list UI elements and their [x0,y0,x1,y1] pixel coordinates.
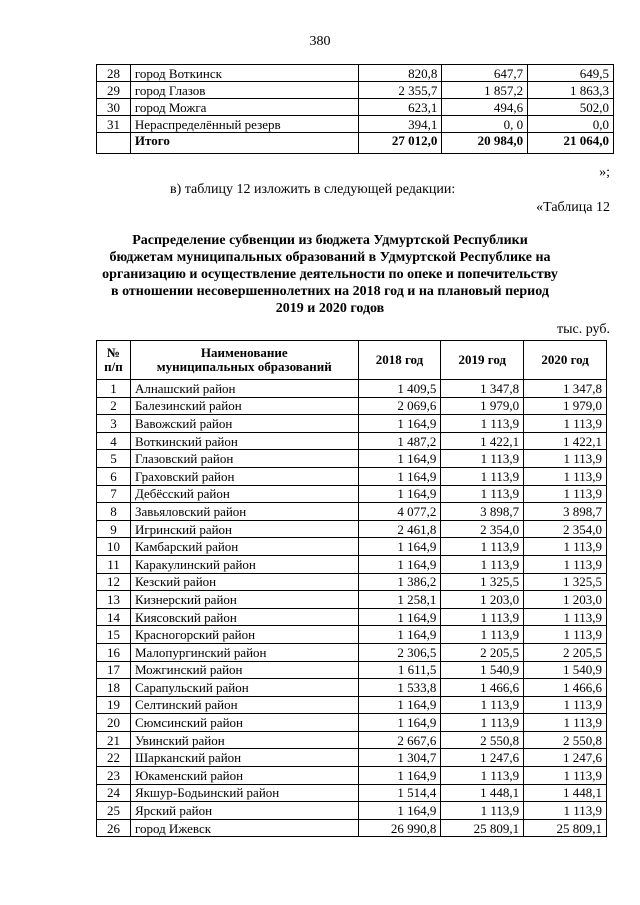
table-row [97,503,607,521]
table-row [97,749,607,767]
table-row [97,643,607,661]
row-value-2018: 1 164,9 [358,415,441,433]
table-row [97,99,614,116]
row-number: 7 [97,485,131,503]
table-row [97,116,614,133]
table-row [97,432,607,450]
row-value-2020: 1 113,9 [524,538,607,556]
row-number: 30 [97,99,131,116]
table-row [97,784,607,802]
row-value-2019: 3 898,7 [441,503,524,521]
row-name: Воткинский район [130,432,358,450]
page-number: 380 [309,34,331,49]
row-number: 9 [97,520,131,538]
row-value-2020: 1 113,9 [524,626,607,644]
table-row [97,573,607,591]
row-name: Глазовский район [130,450,358,468]
row-value-2018: 1 487,2 [358,432,441,450]
row-number: 10 [97,538,131,556]
row-name: Камбарский район [130,538,358,556]
row-value-2019: 1 325,5 [441,573,524,591]
row-value-2019: 1 466,6 [441,679,524,697]
row-value-2020: 1 113,9 [524,555,607,573]
row-value-2018: 1 164,9 [358,467,441,485]
row-number: 22 [97,749,131,767]
row-value-2018: 1 304,7 [358,749,441,767]
row-value-2020: 1 113,9 [524,450,607,468]
row-value-2020: 1 113,9 [524,608,607,626]
row-value-2019: 1 857,2 [442,82,528,99]
row-value-2019: 1 113,9 [441,626,524,644]
row-number: 14 [97,608,131,626]
row-number: 20 [97,714,131,732]
row-value-2018: 1 409,5 [358,380,441,398]
row-value-2018: 1 164,9 [358,696,441,714]
row-value-2020: 1 113,9 [524,714,607,732]
row-value-2020: 1 325,5 [524,573,607,591]
row-value-2018: 1 258,1 [358,591,441,609]
table-row [97,679,607,697]
row-number: 3 [97,415,131,433]
row-value-2018: 1 164,9 [358,555,441,573]
subvention-table [96,340,607,837]
table-row [97,520,607,538]
row-value-2018: 623,1 [358,99,442,116]
total-2020: 21 064,0 [528,133,614,154]
row-value-2019: 2 354,0 [441,520,524,538]
row-name: Кезский район [130,573,358,591]
table-row [97,538,607,556]
row-value-2018: 394,1 [358,116,442,133]
row-value-2018: 2 306,5 [358,643,441,661]
row-name: Юкаменский район [130,767,358,785]
total-2019: 20 984,0 [442,133,528,154]
row-number: 11 [97,555,131,573]
header-name [130,341,358,380]
row-value-2018: 1 533,8 [358,679,441,697]
table-row [97,731,607,749]
row-name: Ярский район [130,802,358,820]
row-value-2018: 2 667,6 [358,731,441,749]
row-value-2019: 1 448,1 [441,784,524,802]
header-2020: 2020 год [524,341,607,380]
row-value-2019: 1 113,9 [441,608,524,626]
row-number: 5 [97,450,131,468]
row-value-2019: 1 422,1 [441,432,524,450]
header-num [97,341,131,380]
table-row [97,380,607,398]
row-number: 31 [97,116,131,133]
table-row [97,608,607,626]
row-number: 17 [97,661,131,679]
row-value-2019: 1 113,9 [441,802,524,820]
row-number: 21 [97,731,131,749]
row-value-2019: 1 113,9 [441,696,524,714]
row-value-2019: 25 809,1 [441,819,524,837]
row-value-2018: 1 164,9 [358,626,441,644]
row-value-2018: 1 164,9 [358,802,441,820]
row-value-2018: 1 164,9 [358,714,441,732]
row-name: Киясовский район [130,608,358,626]
row-value-2018: 2 355,7 [358,82,442,99]
row-number: 2 [97,397,131,415]
row-value-2019: 1 113,9 [441,467,524,485]
row-value-2018: 1 386,2 [358,573,441,591]
row-value-2020: 1 863,3 [528,82,614,99]
units-label: тыс. руб. [557,322,610,337]
row-number: 29 [97,82,131,99]
row-name: Малопургинский район [130,643,358,661]
row-value-2020: 1 448,1 [524,784,607,802]
total-num-cell [97,133,131,154]
heading-line: Распределение субвенции из бюджета Удмуртской Республики [132,233,528,248]
table-row [97,82,614,99]
row-value-2019: 1 203,0 [441,591,524,609]
row-number: 16 [97,643,131,661]
row-value-2020: 1 203,0 [524,591,607,609]
row-name: город Можга [130,99,358,116]
row-value-2020: 502,0 [528,99,614,116]
row-number: 1 [97,380,131,398]
row-value-2020: 1 466,6 [524,679,607,697]
row-name: город Глазов [130,82,358,99]
row-name: Кизнерский район [130,591,358,609]
row-name: Завьяловский район [130,503,358,521]
heading-line: в отношении несовершеннолетних на 2018 год и на плановый период [111,284,549,299]
row-name: Граховский район [130,467,358,485]
row-value-2020: 1 113,9 [524,802,607,820]
row-name: город Ижевск [130,819,358,837]
continuation-table [96,64,614,154]
row-name: Красногорский район [130,626,358,644]
table-row [97,626,607,644]
row-value-2019: 1 347,8 [441,380,524,398]
row-value-2018: 1 164,9 [358,767,441,785]
row-value-2020: 25 809,1 [524,819,607,837]
row-value-2020: 1 540,9 [524,661,607,679]
row-value-2019: 1 113,9 [441,415,524,433]
row-value-2020: 0,0 [528,116,614,133]
row-value-2019: 1 113,9 [441,555,524,573]
row-number: 13 [97,591,131,609]
row-value-2020: 1 113,9 [524,485,607,503]
row-name: Вавожский район [130,415,358,433]
table-row [97,397,607,415]
row-name: Сюмсинский район [130,714,358,732]
row-value-2018: 1 164,9 [358,450,441,468]
row-value-2020: 649,5 [528,65,614,82]
table-row [97,696,607,714]
row-value-2018: 1 164,9 [358,538,441,556]
row-number: 6 [97,467,131,485]
row-value-2020: 3 898,7 [524,503,607,521]
row-value-2018: 26 990,8 [358,819,441,837]
row-name: Балезинский район [130,397,358,415]
table-row [97,485,607,503]
closing-quote: »; [599,165,610,180]
row-value-2019: 1 113,9 [441,538,524,556]
row-value-2019: 0, 0 [442,116,528,133]
row-value-2020: 2 205,5 [524,643,607,661]
row-value-2019: 1 113,9 [441,485,524,503]
table-row [97,467,607,485]
header-num-line1: № [106,345,120,360]
row-value-2019: 1 540,9 [441,661,524,679]
header-name-line2: муниципальных образований [156,359,332,374]
row-value-2018: 2 069,6 [358,397,441,415]
heading-line: бюджетам муниципальных образований в Удмуртской Республике на [109,250,551,265]
header-num-line2: п/п [104,359,123,374]
row-value-2020: 2 354,0 [524,520,607,538]
row-name: Каракулинский район [130,555,358,573]
row-number: 25 [97,802,131,820]
row-value-2019: 2 550,8 [441,731,524,749]
row-name: Сарапульский район [130,679,358,697]
row-value-2019: 1 113,9 [441,714,524,732]
row-value-2019: 1 979,0 [441,397,524,415]
row-value-2020: 1 347,8 [524,380,607,398]
row-value-2018: 820,8 [358,65,442,82]
row-value-2019: 647,7 [442,65,528,82]
row-number: 18 [97,679,131,697]
row-value-2019: 1 113,9 [441,767,524,785]
table-row [97,767,607,785]
row-value-2020: 1 113,9 [524,696,607,714]
row-number: 4 [97,432,131,450]
row-value-2020: 1 113,9 [524,767,607,785]
table-label: «Таблица 12 [536,200,610,215]
row-value-2019: 1 247,6 [441,749,524,767]
total-label: Итого [130,133,358,154]
row-number: 24 [97,784,131,802]
row-value-2020: 1 113,9 [524,467,607,485]
row-name: город Воткинск [130,65,358,82]
row-value-2020: 1 113,9 [524,415,607,433]
table-row [97,450,607,468]
row-value-2019: 1 113,9 [441,450,524,468]
header-2019: 2019 год [441,341,524,380]
row-value-2018: 1 164,9 [358,485,441,503]
table-row [97,714,607,732]
heading-line: организацию и осуществление деятельности по опеке и попечительству [102,267,558,282]
row-value-2020: 2 550,8 [524,731,607,749]
row-value-2020: 1 247,6 [524,749,607,767]
heading-line: 2019 и 2020 годов [275,301,385,316]
row-number: 19 [97,696,131,714]
row-number: 28 [97,65,131,82]
row-number: 26 [97,819,131,837]
row-name: Дебёсский район [130,485,358,503]
row-name: Шарканский район [130,749,358,767]
header-row [97,341,607,380]
row-name: Можгинский район [130,661,358,679]
total-row [97,133,614,154]
table-row [97,802,607,820]
row-name: Нераспределённый резерв [130,116,358,133]
row-value-2018: 4 077,2 [358,503,441,521]
row-name: Игринский район [130,520,358,538]
header-name-line1: Наименование [200,345,288,360]
row-number: 12 [97,573,131,591]
table-row [97,415,607,433]
row-name: Селтинский район [130,696,358,714]
row-value-2020: 1 979,0 [524,397,607,415]
row-number: 23 [97,767,131,785]
header-2018: 2018 год [358,341,441,380]
table-row [97,661,607,679]
row-number: 8 [97,503,131,521]
row-value-2018: 1 164,9 [358,608,441,626]
row-value-2020: 1 422,1 [524,432,607,450]
row-name: Алнашский район [130,380,358,398]
row-value-2018: 2 461,8 [358,520,441,538]
row-value-2019: 494,6 [442,99,528,116]
intro-paragraph: в) таблицу 12 изложить в следующей редакции: [170,182,456,197]
row-value-2018: 1 611,5 [358,661,441,679]
row-value-2018: 1 514,4 [358,784,441,802]
total-2018: 27 012,0 [358,133,442,154]
table-row [97,555,607,573]
table-row [97,65,614,82]
row-name: Якшур-Бодьинский район [130,784,358,802]
table-heading [80,232,580,317]
row-name: Увинский район [130,731,358,749]
table-row [97,591,607,609]
table-row [97,819,607,837]
row-value-2019: 2 205,5 [441,643,524,661]
row-number: 15 [97,626,131,644]
